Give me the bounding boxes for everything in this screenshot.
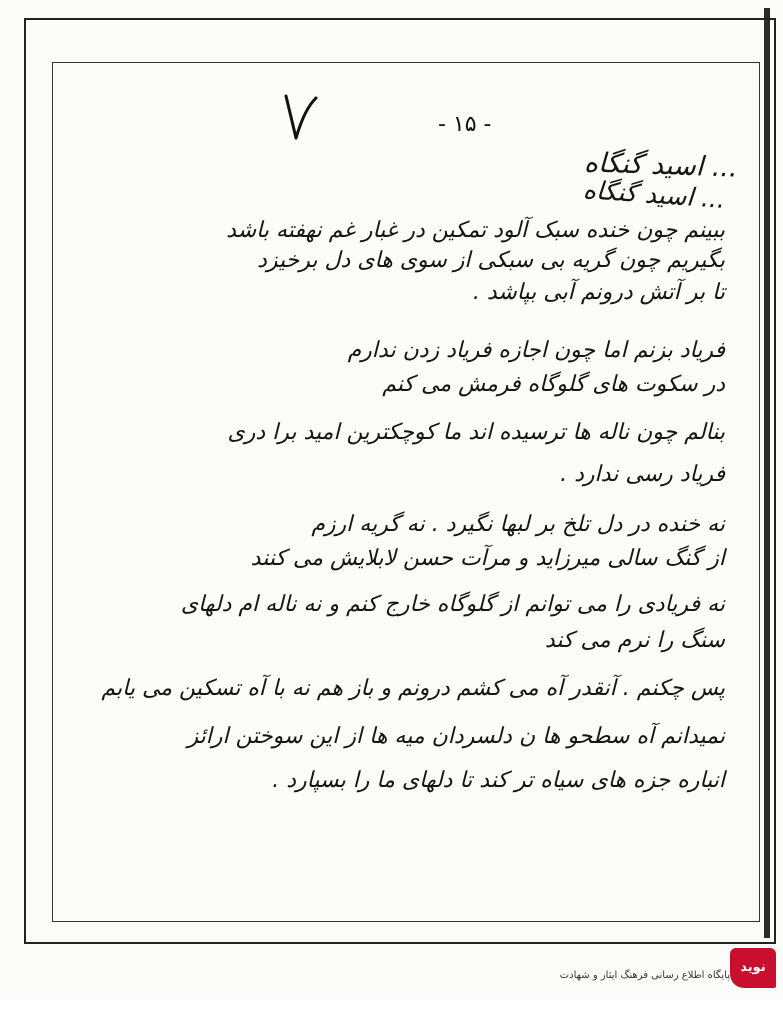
text-line: فریاد بزنم اما چون اجازه فریاد زدن ندارم bbox=[347, 338, 725, 363]
handwritten-check-mark bbox=[268, 88, 328, 148]
text-line: از گنگ سالی میرزاید و مرآت حسن لابلایش می کنند bbox=[250, 546, 725, 571]
handwritten-subtitle: ... اسید گنگاه bbox=[581, 175, 726, 214]
brand-badge: نوید شاهد bbox=[730, 948, 776, 988]
text-line: در سکوت های گلوگاه فرمش می کنم bbox=[382, 372, 725, 397]
text-line: ببینم چون خنده سبک آلود تمکین در غبار غم نهفته باشد bbox=[226, 218, 725, 243]
text-line: پس چکنم . آنقدر آه می کشم درونم و باز هم نه با آه تسکین می یابم bbox=[101, 676, 725, 701]
text-line: فریاد رسی ندارد . bbox=[560, 462, 725, 487]
brand-caption: پایگاه اطلاع رسانی فرهنگ ایثار و شهادت bbox=[559, 970, 730, 981]
text-line: بنالم چون ناله ها ترسیده اند ما کوچکترین امید برا دری bbox=[227, 420, 725, 445]
text-line: نه فریادی را می توانم از گلوگاه خارج کنم و نه ناله ام دلهای bbox=[180, 592, 725, 617]
text-line: نمیدانم آه سطحو ها ن دلسردان میه ها از این سوختن ارائز bbox=[187, 724, 725, 749]
text-line: نه خنده در دل تلخ بر لبها نگیرد . نه گریه ارزم bbox=[311, 512, 725, 537]
text-line: تا بر آتش درونم آبی بپاشد . bbox=[472, 280, 725, 305]
text-line: سنگ را نرم می کند bbox=[544, 628, 725, 653]
handwritten-title: ... اسید گنگاه bbox=[583, 147, 739, 184]
text-line: انباره جزه های سیاه تر کند تا دلهای ما را بسپارد . bbox=[272, 768, 725, 793]
page-number: - ۱۵ - bbox=[438, 112, 492, 137]
text-line: بگیریم چون گریه بی سبکی از سوی های دل برخیزد bbox=[257, 248, 725, 273]
watermark-logo bbox=[559, 948, 782, 1015]
